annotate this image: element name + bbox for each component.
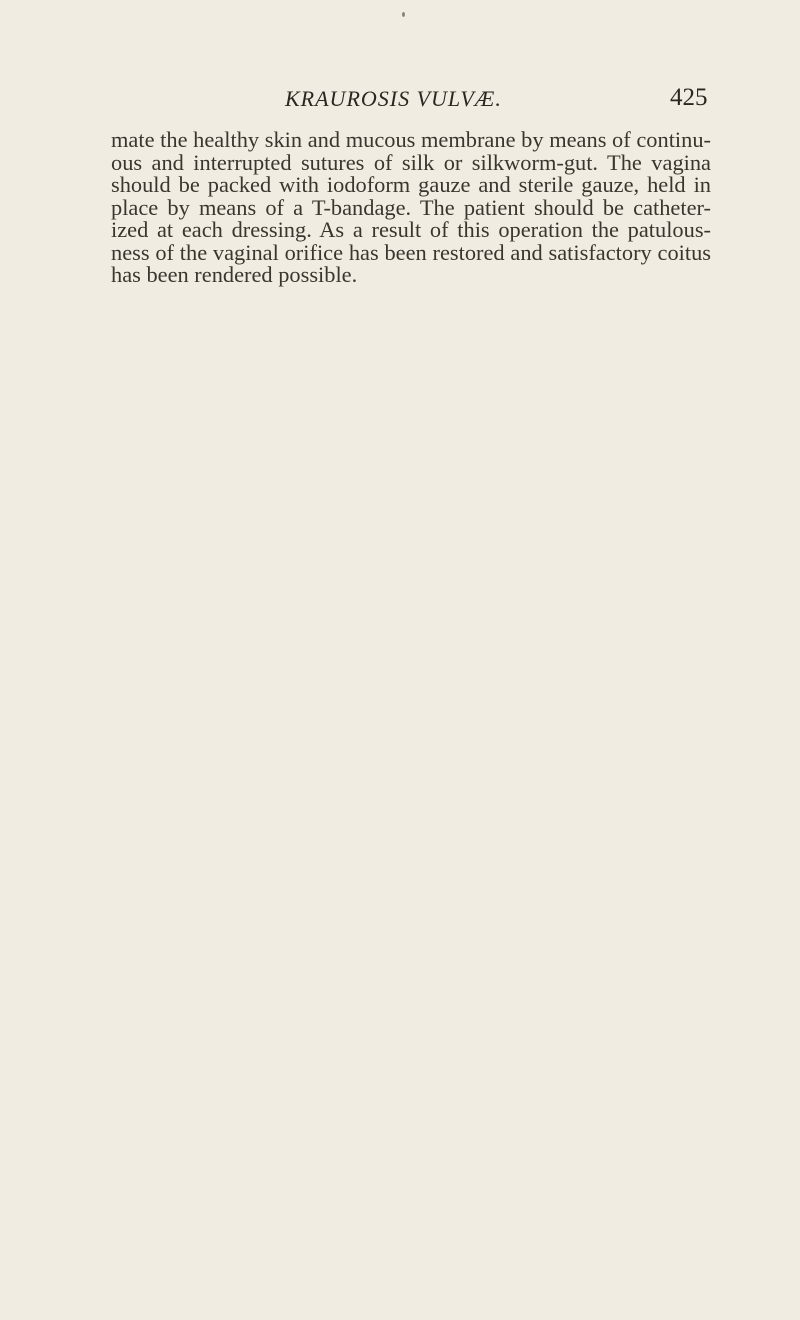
running-head <box>0 86 800 122</box>
text-line: has been rendered possible. <box>111 262 358 287</box>
text-line: mate the healthy skin and mucous membrane by means of continu- <box>111 127 711 152</box>
text-line: ous and interrupted sutures of silk or silkworm-gut. The vagina <box>111 149 711 175</box>
body-paragraph <box>111 129 711 287</box>
running-title: KRAUROSIS VULVÆ. <box>285 86 502 111</box>
text-line: should be packed with iodoform gauze and sterile gauze, held in <box>111 172 711 197</box>
text-line: place by means of a T-bandage. The patient should be catheter- <box>111 194 711 220</box>
text-line: ness of the vaginal orifice has been restored and satisfactory coitus <box>111 239 711 265</box>
text-line: ized at each dressing. As a result of this operation the patulous- <box>111 217 711 242</box>
page-number: 425 <box>670 84 708 111</box>
print-speck <box>402 12 405 17</box>
